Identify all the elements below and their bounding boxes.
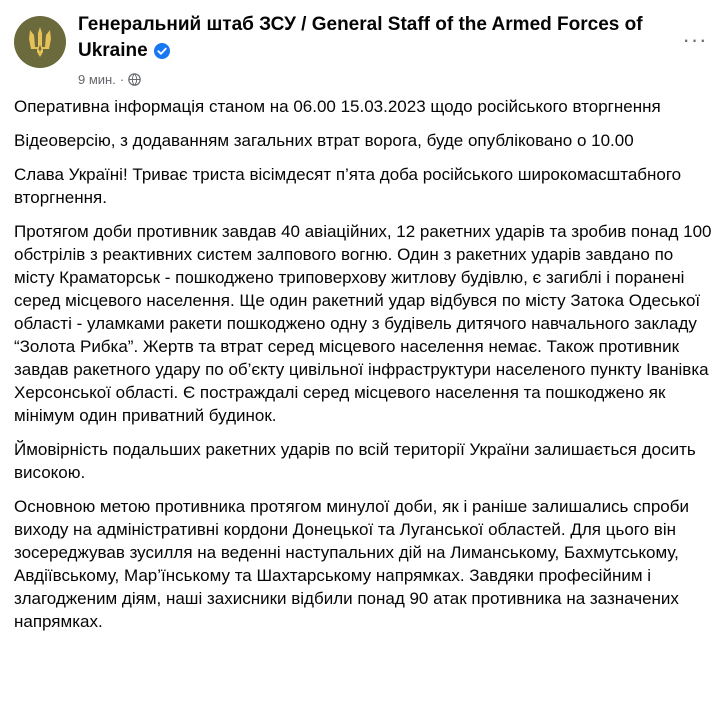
page-avatar[interactable]	[14, 16, 66, 68]
post-paragraph: Основною метою противника протягом минулої доби, як і раніше залишались спроби виходу на адміністративні кордони Донецької та Луганської областей. Для цього він зосереджував зусилля на веденні наступальних дій на Лиманському, Бахмутському, Авдіївському, Мар’їнському та Шахтарському напрямках. Завдяки професійним і злагодженим діям, наші захисники відбили понад 90 атак противника на зазначених напрямках.	[14, 497, 689, 631]
post-paragraph: Слава Україні! Триває триста вісімдесят п’ята доба російського широкомасштабного вторгнення.	[14, 165, 682, 207]
more-options-button[interactable]	[677, 22, 713, 58]
post-title-block	[78, 12, 658, 88]
post-paragraph: Протягом доби противник завдав 40 авіаційних, 12 ракетних ударів та зробив понад 100 обстрілів з реактивних систем залпового вогню. Один з ракетних ударів завдано по місту Краматорськ - пошкоджено триповерхову житлову будівлю, є загиблі і поранені серед місцевого населення. Ще один ракетний удар відбувся по місту Затока Одеської області - уламками ракети пошкоджено одну з будівель дитячого навчального закладу “Золота Рибка”. Жертв та втрат серед місцевого населення немає. Також противник завдав ракетного удару по об’єкту цивільної інфраструктури населеного пункту Іванівка Херсонської області. Є постраждалі серед місцевого населення та пошкоджено як мінімум один приватний будинок.	[14, 222, 712, 425]
post-paragraph: Відеоверсію, з додаванням загальних втрат ворога, буде опубліковано о 10.00	[14, 131, 634, 150]
meta-separator: ·	[119, 71, 125, 87]
post-header	[14, 12, 713, 92]
post-timestamp[interactable]: 9 мин.	[78, 71, 116, 87]
trident-emblem-icon	[25, 25, 55, 59]
post-paragraph: Оперативна інформація станом на 06.00 15.03.2023 щодо російського вторгнення	[14, 97, 661, 116]
post-body	[14, 95, 714, 644]
globe-icon[interactable]	[128, 73, 141, 86]
post-paragraph: Ймовірність подальших ракетних ударів по всій території України залишається досить високою.	[14, 440, 696, 482]
verified-badge-icon	[154, 43, 170, 59]
more-dots-icon: ···	[682, 27, 708, 52]
post-meta	[78, 70, 658, 88]
page-name-link[interactable]: Генеральний штаб ЗСУ / General Staff of the Armed Forces of Ukraine	[78, 14, 643, 61]
